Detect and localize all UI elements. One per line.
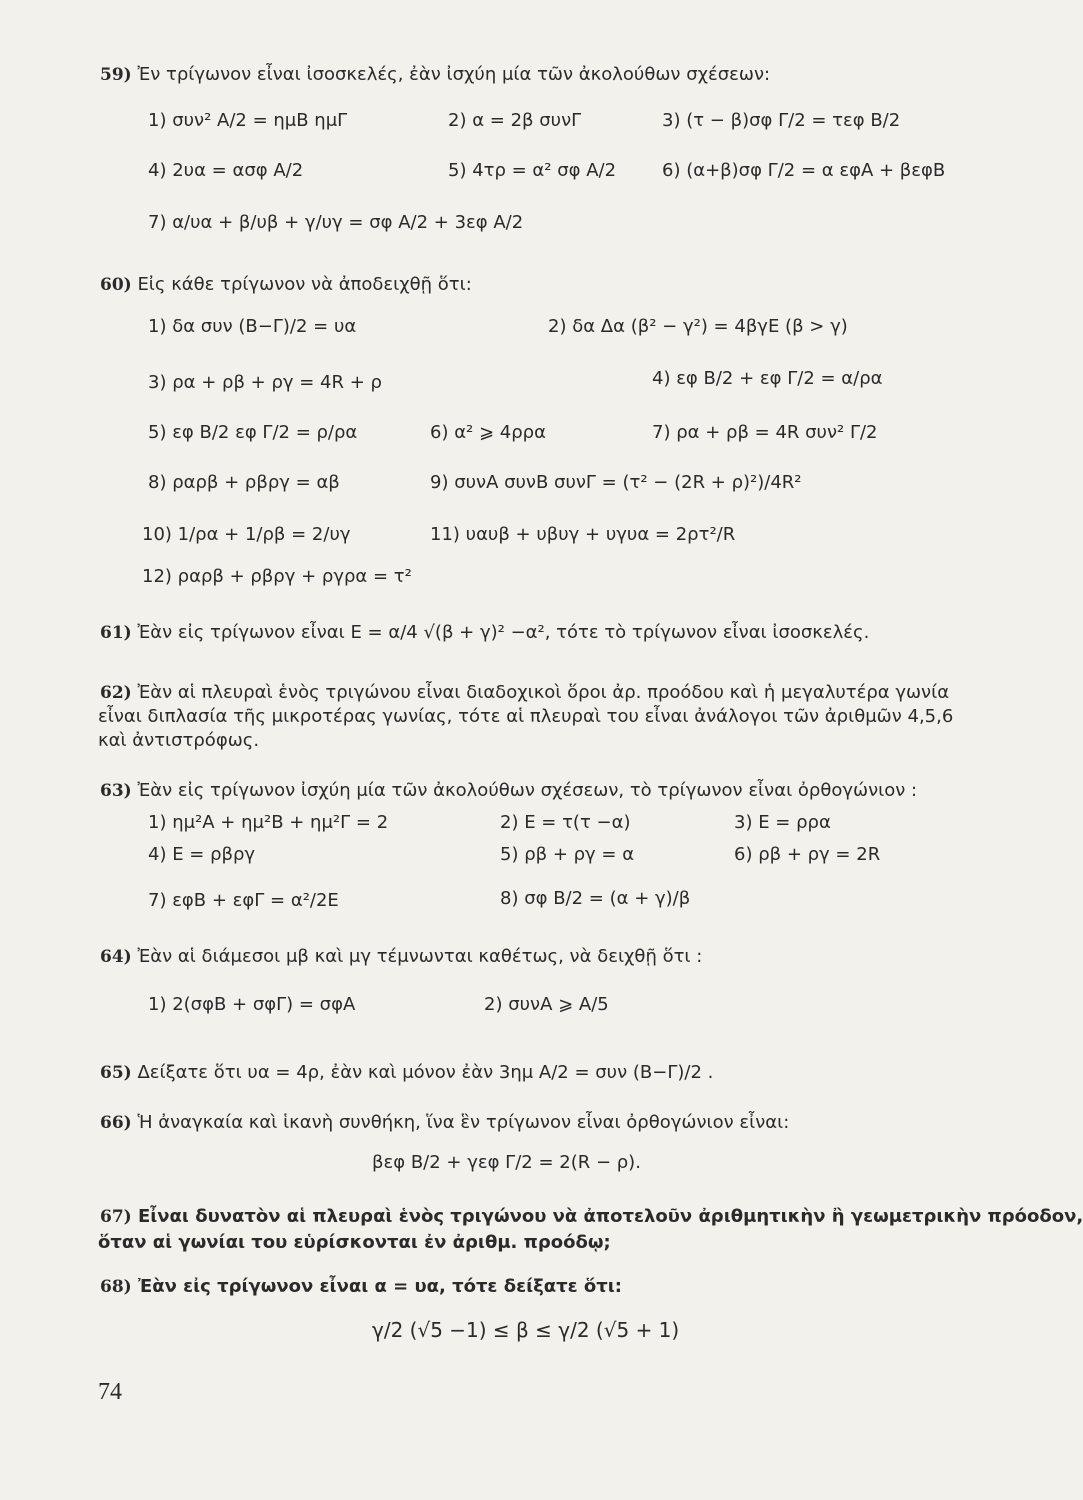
problem-number: 64) [100, 947, 132, 967]
equation: 5) ρβ + ργ = α [500, 844, 635, 865]
problem-text: εἶναι διπλασία τῆς μικροτέρας γωνίας, τότε αἱ πλευραὶ του εἶναι ἀνάλογοι τῶν ἀριθμῶν 4,5,6 [98, 706, 954, 727]
problem-text: Ἐὰν αἱ πλευραὶ ἑνὸς τριγώνου εἶναι διαδοχικοὶ ὅροι ἀρ. προόδου καὶ ἡ μεγαλυτέρα γωνία [137, 682, 950, 703]
problem-68 [100, 1276, 622, 1298]
equation: 8) σφ Β/2 = (α + γ)/β [500, 888, 691, 909]
problem-text: Εἶναι δυνατὸν αἱ πλευραὶ ἑνὸς τριγώνου νὰ ἀποτελοῦν ἀριθμητικὴν ἢ γεωμετρικὴν πρόοδον, [137, 1206, 1083, 1227]
problem-intro: Ἐν τρίγωνον εἶναι ἰσοσκελές, ἐὰν ἰσχύη μία τῶν ἀκολούθων σχέσεων: [137, 64, 771, 85]
problem-number: 62) [100, 683, 132, 703]
equation: 11) υαυβ + υβυγ + υγυα = 2ρτ²/R [430, 524, 736, 545]
problem-text: ὅταν αἱ γωνίαι του εὑρίσκονται ἐν ἀριθμ. προόδῳ; [98, 1232, 611, 1253]
problem-intro: Ἐὰν εἰς τρίγωνον ἰσχύη μία τῶν ἀκολούθων σχέσεων, τὸ τρίγωνον εἶναι ὀρθογώνιον : [137, 780, 918, 801]
equation: γ/2 (√5 −1) ≤ β ≤ γ/2 (√5 + 1) [372, 1318, 680, 1342]
problem-63 [100, 780, 917, 802]
equation: 7) εφΒ + εφΓ = α²/2Ε [148, 890, 339, 911]
equation: 4) Ε = ρβργ [148, 844, 256, 865]
problem-61 [100, 622, 869, 644]
equation: 2) συνΑ ⩾ Α/5 [484, 994, 609, 1015]
equation: 7) ρα + ρβ = 4R συν² Γ/2 [652, 422, 878, 443]
problem-text: Ἡ ἀναγκαία καὶ ἱκανὴ συνθήκη, ἵνα ἓν τρίγωνον εἶναι ὀρθογώνιον εἶναι: [137, 1112, 790, 1133]
equation: 2) α = 2β συνΓ [448, 110, 582, 131]
problem-number: 63) [100, 781, 132, 801]
problem-intro: Ἐὰν αἱ διάμεσοι μβ καὶ μγ τέμνωνται καθέτως, νὰ δειχθῇ ὅτι : [137, 946, 703, 967]
equation: 1) συν² Α/2 = ημΒ ημΓ [148, 110, 348, 131]
problem-number: 66) [100, 1113, 132, 1133]
equation: 3) (τ − β)σφ Γ/2 = τεφ Β/2 [662, 110, 901, 131]
equation: 2) δα Δα (β² − γ²) = 4βγΕ (β > γ) [548, 316, 848, 337]
problem-intro: Εἰς κάθε τρίγωνον νὰ ἀποδειχθῇ ὅτι: [137, 274, 472, 295]
problem-65 [100, 1062, 713, 1084]
equation: 6) ρβ + ργ = 2R [734, 844, 881, 865]
equation: 4) εφ Β/2 + εφ Γ/2 = α/ρα [652, 368, 883, 389]
equation: 8) ραρβ + ρβργ = αβ [148, 472, 340, 493]
equation: 6) (α+β)σφ Γ/2 = α εφΑ + βεφΒ [662, 160, 946, 181]
problem-number: 68) [100, 1277, 132, 1297]
equation: 5) εφ Β/2 εφ Γ/2 = ρ/ρα [148, 422, 358, 443]
problem-text: Ἐὰν εἰς τρίγωνον εἶναι Ε = α/4 √(β + γ)² −α², τότε τὸ τρίγωνον εἶναι ἰσοσκελές. [137, 622, 870, 643]
problem-62 [100, 682, 949, 704]
problem-text: Ἐὰν εἰς τρίγωνον εἶναι α = υα, τότε δείξατε ὅτι: [137, 1276, 622, 1297]
equation: 6) α² ⩾ 4ρρα [430, 422, 546, 443]
equation: βεφ Β/2 + γεφ Γ/2 = 2(R − ρ). [372, 1152, 641, 1173]
equation: 9) συνΑ συνΒ συνΓ = (τ² − (2R + ρ)²)/4R² [430, 472, 802, 493]
problem-64 [100, 946, 702, 968]
equation: 12) ραρβ + ρβργ + ργρα = τ² [142, 566, 412, 587]
equation: 2) Ε = τ(τ −α) [500, 812, 631, 833]
problem-number: 65) [100, 1063, 132, 1083]
equation: 10) 1/ρα + 1/ρβ = 2/υγ [142, 524, 351, 545]
problem-67 [100, 1206, 1083, 1228]
equation: 1) 2(σφΒ + σφΓ) = σφΑ [148, 994, 356, 1015]
equation: 1) ημ²Α + ημ²Β + ημ²Γ = 2 [148, 812, 389, 833]
equation: 1) δα συν (Β−Γ)/2 = υα [148, 316, 357, 337]
problem-text: καὶ ἀντιστρόφως. [98, 730, 260, 751]
problem-66 [100, 1112, 789, 1134]
problem-number: 60) [100, 275, 132, 295]
problem-number: 59) [100, 65, 132, 85]
equation: 3) ρα + ρβ + ργ = 4R + ρ [148, 372, 382, 393]
problem-number: 61) [100, 623, 132, 643]
problem-number: 67) [100, 1207, 132, 1227]
problem-60 [100, 274, 472, 296]
page-number: 74 [98, 1379, 122, 1405]
equation: 3) Ε = ρρα [734, 812, 831, 833]
problem-59 [100, 64, 770, 86]
equation: 7) α/υα + β/υβ + γ/υγ = σφ Α/2 + 3εφ Α/2 [148, 212, 524, 233]
equation: 4) 2υα = ασφ Α/2 [148, 160, 304, 181]
equation: 5) 4τρ = α² σφ Α/2 [448, 160, 617, 181]
problem-text: Δείξατε ὅτι υα = 4ρ, ἐὰν καὶ μόνον ἐὰν 3ημ Α/2 = συν (Β−Γ)/2 . [137, 1062, 714, 1083]
